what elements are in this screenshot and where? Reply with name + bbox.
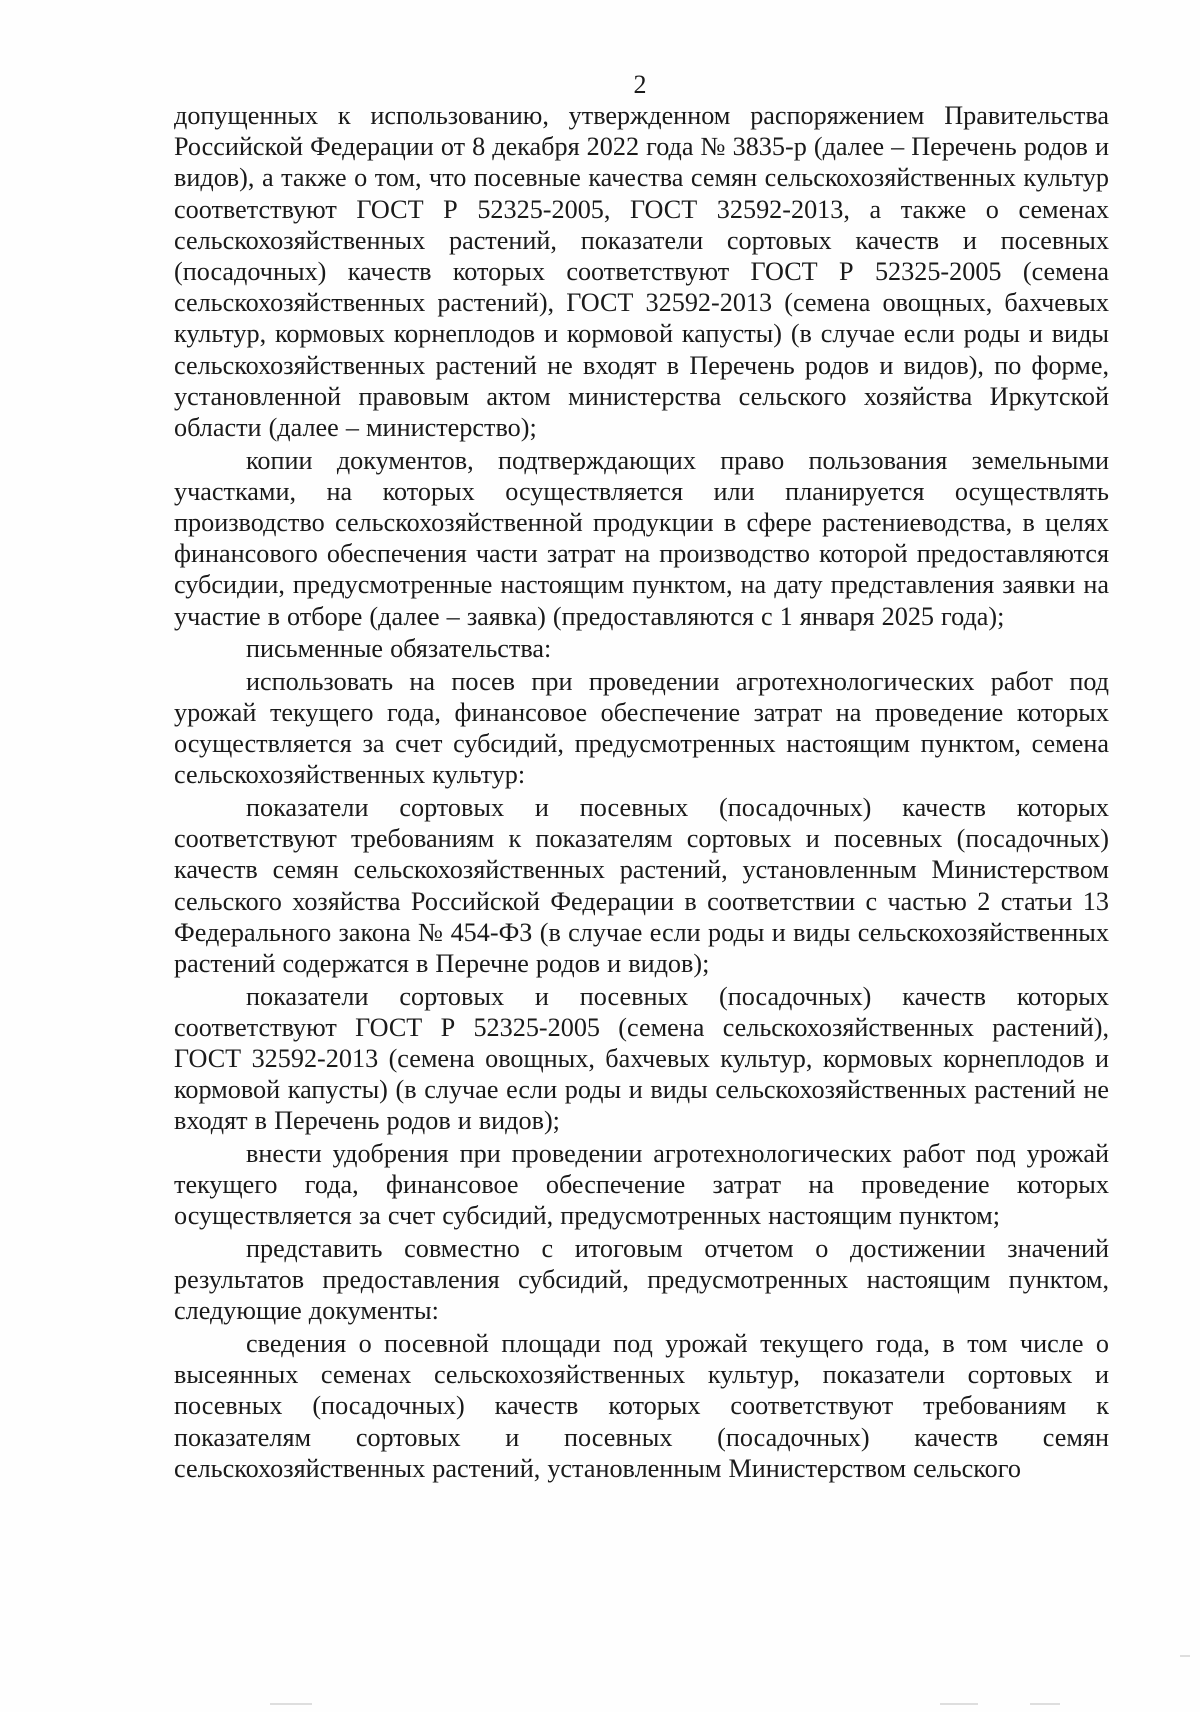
paragraph-1: допущенных к использованию, утвержденном распоряжением Правительства Российской Федерации от 8 декабря 2022 года № 3835-р (далее – Перечень родов и видов), а также о том, что посевные качества семян сельскохозяйственных культур соответствуют ГОСТ Р 52325-2005, ГОСТ 32592-2013, а также о семенах сельскохозяйственных растений, показатели сортовых качеств и посевных (посадочных) качеств которых соответствуют ГОСТ Р 52325-2005 (семена сельскохозяйственных растений), ГОСТ 32592-2013 (семена овощных, бахчевых культур, кормовых корнеплодов и кормовой капусты) (в случае если роды и виды сельскохозяйственных растений не входят в Перечень родов и видов), по форме, установленной правовым актом министерства сельского хозяйства Иркутской области (далее – министерство); bbox=[174, 101, 1109, 443]
page-number: 2 bbox=[633, 70, 647, 99]
scan-artifact bbox=[940, 1703, 978, 1705]
paragraph-2: копии документов, подтверждающих право пользования земельными участками, на которых осуществляется или планируется осуществлять производство сельскохозяйственной продукции в сфере растениеводства, в целях финансового обеспечения части затрат на производство которой предоставляются субсидии, предусмотренные настоящим пунктом, на дату представления заявки на участие в отборе (далее – заявка) (предоставляются с 1 января 2025 года); bbox=[174, 445, 1109, 631]
scan-artifact bbox=[1030, 1703, 1060, 1705]
paragraph-3: письменные обязательства: bbox=[246, 634, 552, 664]
scan-artifact bbox=[270, 1703, 312, 1705]
paragraph-8: представить совместно с итоговым отчетом о достижении значений результатов предоставления субсидий, предусмотренных настоящим пунктом, следующие документы: bbox=[174, 1234, 1109, 1326]
document-body bbox=[174, 100, 1109, 1484]
scan-artifact bbox=[1180, 1655, 1190, 1657]
paragraph-9: сведения о посевной площади под урожай текущего года, в том числе о высеянных семенах сельскохозяйственных культур, показатели сортовых и посевных (посадочных) качеств которых соответствуют требованиям к показателям сортовых и посевных (посадочных) качеств семян сельскохозяйственных растений, установленным Министерством сельского bbox=[174, 1329, 1109, 1483]
paragraph-6: показатели сортовых и посевных (посадочных) качеств которых соответствуют ГОСТ Р 52325-2005 (семена сельскохозяйственных растений), ГОСТ 32592-2013 (семена овощных, бахчевых культур, кормовых корнеплодов и кормовой капусты) (в случае если роды и виды сельскохозяйственных растений не входят в Перечень родов и видов); bbox=[174, 981, 1109, 1136]
paragraph-5: показатели сортовых и посевных (посадочных) качеств которых соответствуют требованиям к показателям сортовых и посевных (посадочных) качеств семян сельскохозяйственных растений, установленным Министерством сельского хозяйства Российской Федерации в соответствии с частью 2 статьи 13 Федерального закона № 454-ФЗ (в случае если роды и виды сельскохозяйственных растений содержатся в Перечне родов и видов); bbox=[174, 793, 1109, 979]
paragraph-4: использовать на посев при проведении агротехнологических работ под урожай текущего года, финансовое обеспечение затрат на проведение которых осуществляется за счет субсидий, предусмотренных настоящим пунктом, семена сельскохозяйственных культур: bbox=[174, 666, 1109, 790]
paragraph-7: внести удобрения при проведении агротехнологических работ под урожай текущего года, финансовое обеспечение затрат на проведение которых осуществляется за счет субсидий, предусмотренных настоящим пунктом; bbox=[174, 1139, 1109, 1231]
